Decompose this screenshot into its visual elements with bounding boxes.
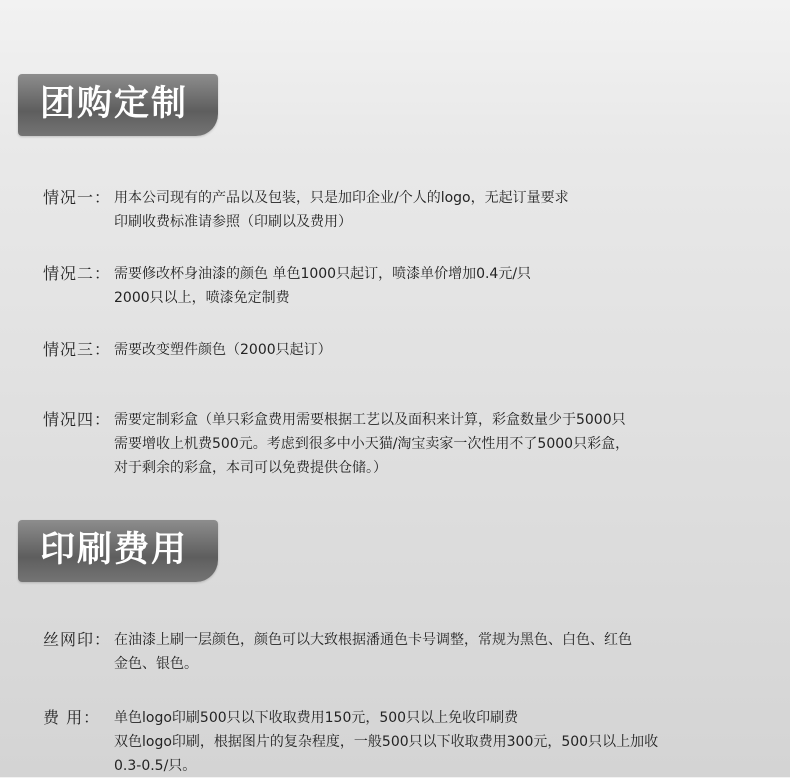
case-row-4 [18,408,629,480]
section-banner-group-custom [18,74,218,136]
case-row-4-label: 情况四： [43,410,112,429]
case-row-3 [18,338,332,362]
case-row-1-line-2: 印刷收费标准请参照（印刷以及费用） [114,214,352,230]
printing-row-fee-line-3: 0.3-0.5/只。 [114,758,197,774]
case-row-1 [18,186,569,234]
case-row-1-body [114,186,569,234]
case-row-2-label: 情况二： [43,264,112,283]
printing-row-fee-label: 费 用： [43,708,101,727]
printing-row-screen-print-body [114,628,632,676]
printing-row-fee [18,706,658,778]
case-row-1-line-1: 用本公司现有的产品以及包装，只是加印企业/个人的logo，无起订量要求 [114,190,569,206]
case-row-3-line-1: 需要改变塑件颜色（2000只起订） [114,342,332,358]
case-row-4-body [114,408,629,480]
case-row-2-line-1: 需要修改杯身油漆的颜色 单色1000只起订，喷漆单价增加0.4元/只 [114,266,532,282]
case-row-4-line-1: 需要定制彩盒（单只彩盒费用需要根据工艺以及面积来计算，彩盒数量少于5000只 [114,412,626,428]
printing-row-screen-print-line-2: 金色、银色。 [114,656,198,672]
section-heading-printing-fee: 印刷费用 [40,530,189,570]
case-row-1-label: 情况一： [43,188,112,207]
printing-row-fee-line-1: 单色logo印刷500只以下收取费用150元，500只以上免收印刷费 [114,710,519,726]
case-row-2-body [114,262,531,310]
printing-row-screen-print [18,628,632,676]
printing-row-screen-print-line-1: 在油漆上刷一层颜色，颜色可以大致根据潘通色卡号调整，常规为黑色、白色、红色 [114,632,632,648]
printing-row-fee-line-2: 双色logo印刷，根据图片的复杂程度，一般500只以下收取费用300元，500只以上加收 [114,734,659,750]
case-row-2-line-2: 2000只以上，喷漆免定制费 [114,290,290,306]
section-banner-printing-fee [18,520,218,582]
case-row-4-line-3: 对于剩余的彩盒，本司可以免费提供仓储。） [114,460,387,476]
case-row-2 [18,262,531,310]
printing-row-fee-body [114,706,658,778]
case-row-3-body [114,338,332,362]
case-row-4-line-2: 需要增收上机费500元。考虑到很多中小天猫/淘宝卖家一次性用不了5000只彩盒， [114,436,630,452]
section-heading-group-custom: 团购定制 [40,84,189,124]
printing-row-screen-print-label: 丝网印： [43,630,112,649]
case-row-3-label: 情况三： [43,340,112,359]
